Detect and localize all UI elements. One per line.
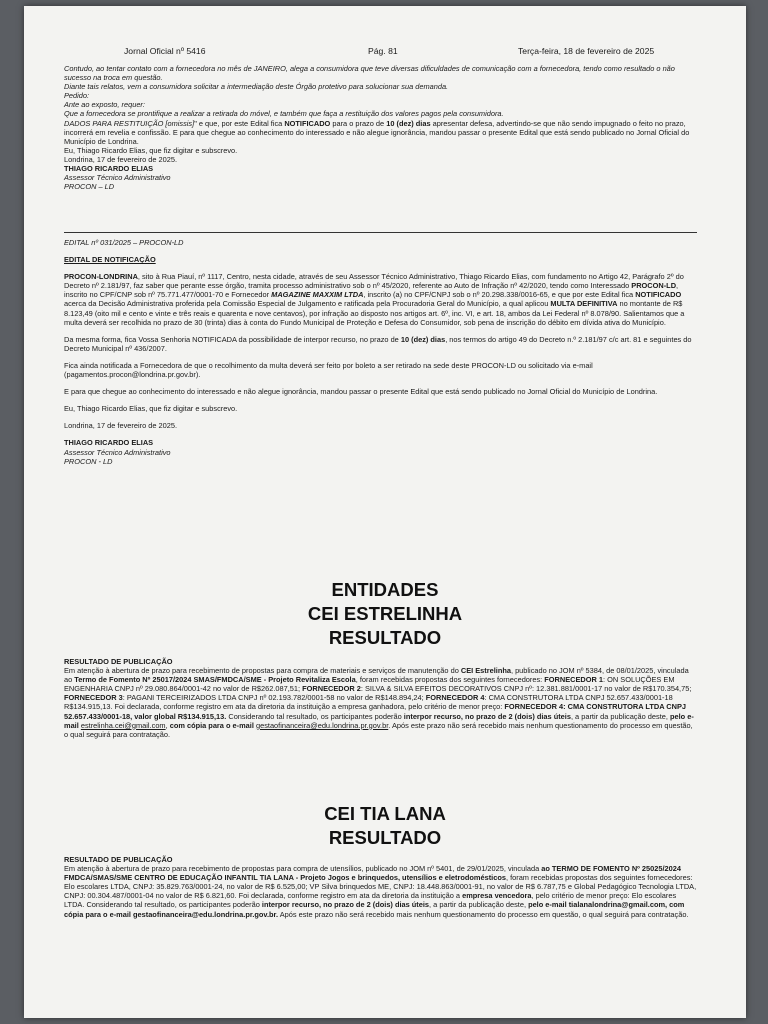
edital-paragraph-5: Eu, Thiago Ricardo Elias, que fiz digitar e subscrevo.	[64, 404, 238, 414]
edital-paragraph-4: E para que chegue ao conhecimento do interessado e não alegue ignorância, mandou passar o presente Edital que está sendo publicado no Jornal Oficial do Município de Londrina.	[64, 387, 658, 397]
section-title-resultado: RESULTADO	[328, 627, 442, 648]
edital-paragraph-1: PROCON-LONDRINA, sito à Rua Piauí, nº 1117, Centro, nesta cidade, através de seu Assessor Técnico Administrativo, Thiago Ricardo Elias, com fundamento no Artigo 42, Parágrafo 2º do Decreto nº 2.181/97, faz saber que perante esse órgão, tramita processo administrativo sob o nº 45/2020, referente ao Auto de Infração nº 42/2020, tendo como Interessado PROCON-LD, inscrito no CPF/CNP sob nº 75.771.477/0001-70 e Fornecedor MAGAZINE MAXXIM LTDA, inscrito (a) no CPF/CNPJ sob o nº 20.298.338/0016-65, e que por este Edital fica NOTIFICADO acerca da Decisão Administrativa proferida pela Comissão Especial de Julgamento e ratificada pela Procuradoria Geral do Município, a qual aplicou MULTA DEFINITIVA no montante de R$ 8.123,49 (oito mil e cento e vinte e três reais e quarenta e nove centavos), por infração ao disposto nos artigos art. 6º, inc. VI, e art. 18, ambos da Lei Federal nº 8.078/90. Salientamos que a multa deverá ser recolhida no prazo de 30 (trinta) dias à conta do Fundo Municipal de Proteção e Defesa do Consumidor, sob pena de inscrição do débito em dívida ativa do Município.	[64, 272, 685, 327]
text-line: Londrina, 17 de fevereiro de 2025.	[64, 154, 177, 164]
text-line: Que a fornecedora se prontifique a realizar a retirada do móvel, e também que faça a restituição dos valores pagos pela consumidora.	[64, 109, 504, 119]
page-number: Pág. 81	[368, 46, 398, 56]
text-line: Eu, Thiago Ricardo Elias, que fiz digitar e subscrevo.	[64, 145, 238, 155]
edital-number: EDITAL nº 031/2025 – PROCON-LD	[64, 238, 184, 247]
cei-tia-lana-result	[64, 855, 697, 919]
edital-date: Londrina, 17 de fevereiro de 2025.	[64, 421, 177, 431]
document-page	[24, 6, 746, 1018]
signature-name: THIAGO RICARDO ELIAS	[64, 438, 154, 448]
edital-paragraph-2: Da mesma forma, fica Vossa Senhoria NOTIFICADA da possibilidade de interpor recurso, no prazo de 10 (dez) dias, nos termos do artigo 49 do Decreto n.º 2.181/97 c/c art. 81 e seguintes do Decreto Municipal nº 436/2007.	[64, 334, 692, 353]
text-line: Diante tais relatos, vem a consumidora solicitar a intermediação deste Órgão protetivo para solucionar sua demanda.	[64, 82, 449, 92]
cei-estrelinha-result	[64, 657, 697, 739]
section-title-cei-tia-lana: CEI TIA LANA	[324, 803, 446, 824]
edital-notificacao	[64, 238, 697, 466]
result-paragraph: Em atenção à abertura de prazo para recebimento de propostas para compra de materiais e serviços de manutenção do CEI Estrelinha, publicado no JOM nº 5384, de 08/01/2025, vinculada ao Termo de Fomento Nº 25017/2024 SMAS/FMDCA/SME - Projeto Revitaliza Escola, foram recebidas propostas dos seguintes fornecedores: FORNECEDOR 1: ON SOLUÇÕES EM ENGENHARIA CNPJ nº 29.080.864/0001-42 no valor de R$262.087,51; FORNECEDOR 2: SILVA & SILVA EFEITOS DECORATIVOS CNPJ nº: 12.381.881/0001-17 no valor de R$170.354,75; FORNECEDOR 3: PAGANI TERCEIRIZADOS LTDA CNPJ nº 02.193.782/0001-58 no valor de R$148.894,24; FORNECEDOR 4: CMA CONSTRUTORA LTDA CNPJ 52.657.433/0001-18 R$134.915,13. Foi declarada, conforme registro em ata da diretoria da instituição a empresa ganhadora, pelo critério de menor preço: FORNECEDOR 4: CMA CONSTRUTORA LTDA CNPJ 52.657.433/0001-18, valor global R$134.915,13. Considerando tal resultado, os participantes poderão interpor recurso, no prazo de 2 (dois) dias úteis, a partir da publicação deste, pelo e-mail estrelinha.cei@gmail.com, com cópia para o e-mail gestaofinanceira@edu.londrina.pr.gov.br. Após este prazo não será recebido mais nenhum questionamento do processo em questão, o qual seguirá para contratação.	[64, 666, 694, 739]
journal-number: Jornal Oficial nº 5416	[124, 46, 206, 56]
signature-org: PROCON - LD	[64, 456, 113, 466]
edital-heading: EDITAL DE NOTIFICAÇÃO	[64, 255, 156, 265]
result-paragraph: Em atenção à abertura de prazo para recebimento de propostas para compra de utensílios, publicado no JOM nº 5401, de 29/01/2025, vinculada ao TERMO DE FOMENTO Nº 25025/2024 FMDCA/SMAS/SME CENTRO DE EDUCAÇÃO INFANTIL TIA LANA - Projeto Jogos e brinquedos, utensílios e eletrodomésticos, foram recebidas propostas dos seguintes fornecedores: Elo escolares LTDA, CNPJ: 35.829.763/0001-24, no valor de R$ 6.525,00; VP Silva brinquedos ME, CNPJ: 18.448.863/0001-91, no valor de R$ 6.787,75 e Global Pedagógico Tecnologia LTDA, CNPJ: 00.304.487/0001-04 no valor de R$ 6.821,60. Foi declarada, conforme registro em ata da diretoria da instituição a empresa vencedora, pelo critério de menor preço: Elo escolares LTDA. Considerando tal resultado, os participantes poderão interpor recurso, no prazo de 2 (dois) dias úteis, a partir da publicação deste, pelo e-mail tialanalondrina@gmail.com, com cópia para o e-mail gestaofinanceira@edu.londrina.pr.gov.br. Após este prazo não será recebido mais nenhum questionamento do processo em questão, o qual seguirá para contratação.	[64, 864, 697, 919]
publication-date: Terça-feira, 18 de fevereiro de 2025	[518, 46, 655, 56]
text-line: Contudo, ao tentar contato com a fornecedora no mês de JANEIRO, alega a consumidora que teve diversas dificuldades de comunicação com a fornecedora, tendo como resultado o não sucesso na troca em questão.	[64, 64, 675, 83]
signature-role: Assessor Técnico Administrativo	[64, 173, 171, 183]
previous-edital-end	[64, 64, 697, 191]
section-divider	[64, 232, 697, 233]
edital-paragraph-3: Fica ainda notificada a Fornecedora de que o recolhimento da multa deverá ser feito por boleto a ser retirado na sede deste PROCON-LD ou solicitado via e-mail (pagamentos.procon@londrina.pr.gov.br).	[64, 360, 593, 380]
result-heading: RESULTADO DE PUBLICAÇÃO	[64, 657, 173, 666]
section-title-resultado-2: RESULTADO	[328, 827, 442, 848]
signature-name: THIAGO RICARDO ELIAS	[64, 164, 154, 174]
section-title-entidades: ENTIDADES	[331, 579, 439, 600]
signature-role: Assessor Técnico Administrativo	[64, 447, 171, 457]
email-link[interactable]: estrelinha.cei@gmail.com	[80, 720, 166, 730]
text-line: Pedido:	[64, 91, 90, 101]
section-title-cei-estrelinha: CEI ESTRELINHA	[307, 603, 463, 624]
text-line: Ante ao exposto, requer:	[64, 100, 145, 110]
text-paragraph: DADOS PARA RESTITUIÇÃO [omissis]" e que, por este Edital fica NOTIFICADO para o prazo de 10 (dez) dias apresentar defesa, advertindo-se que não sendo impugnado o feito no prazo, incorrerá em revelia e confissão. E para que chegue ao conhecimento do interessado e não alegue ignorância, mandou passar o presente Edital que está sendo publicado no Jornal Oficial do Município de Londrina.	[64, 118, 690, 146]
signature-org: PROCON – LD	[64, 182, 115, 192]
result-heading: RESULTADO DE PUBLICAÇÃO	[64, 855, 173, 864]
email-link[interactable]: gestaofinanceira@edu.londrina.pr.gov.br	[255, 720, 389, 730]
